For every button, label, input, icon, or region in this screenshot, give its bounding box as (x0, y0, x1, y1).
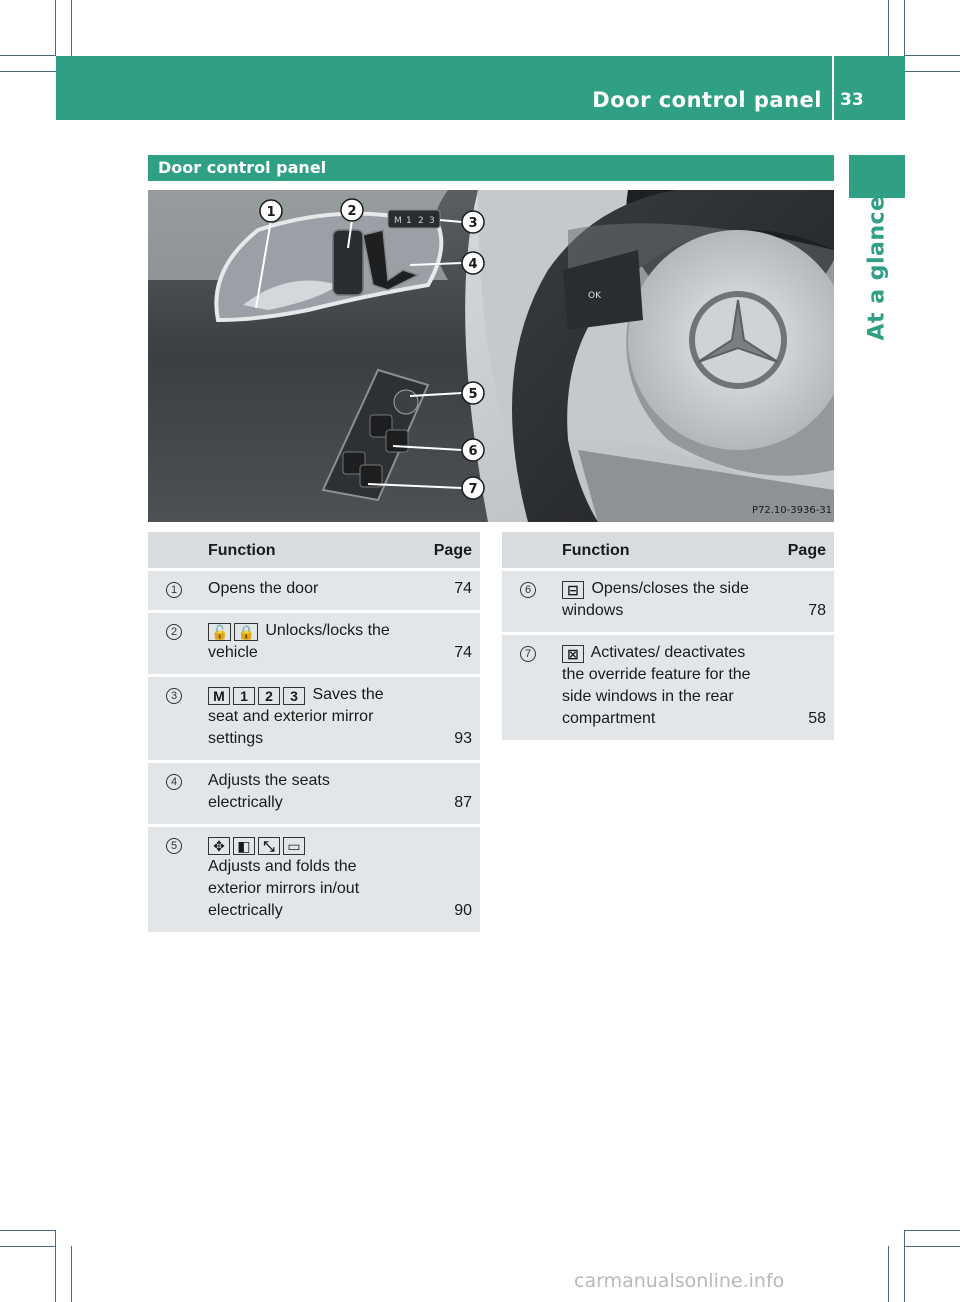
table-row (502, 568, 834, 632)
item-description: Opens the door (208, 580, 319, 597)
item-page: 87 (416, 760, 480, 824)
photo-ok-label: OK (588, 291, 601, 301)
crop-mark (904, 0, 905, 56)
header-divider (832, 56, 834, 120)
memory-3-icon: 3 (283, 687, 305, 705)
window-override-icon: ⊠ (562, 645, 584, 663)
item-number: 3 (166, 688, 182, 704)
table-row (148, 760, 480, 824)
table-header-blank (148, 532, 200, 568)
item-description: Saves the seat and exterior mirror settings (208, 686, 384, 747)
function-table-right (502, 532, 834, 740)
item-page: 90 (416, 824, 480, 932)
table-row (148, 674, 480, 760)
item-number: 1 (166, 582, 182, 598)
fold-mirror-icon: ⤡ (258, 837, 280, 855)
item-description: Unlocks/locks the vehicle (208, 622, 390, 661)
photo-memory-label: 3 (429, 216, 435, 226)
table-header-page: Page (416, 532, 480, 568)
item-page: 58 (770, 632, 834, 740)
table-header-page: Page (770, 532, 834, 568)
crop-mark (905, 71, 960, 72)
door-control-panel-photo (148, 190, 834, 522)
left-mirror-icon: ◧ (233, 837, 255, 855)
side-tab-label: At a glance (864, 195, 890, 341)
crop-mark (0, 71, 56, 72)
item-number: 7 (520, 646, 536, 662)
item-description: Activates/ deactivates the override feature for the side windows in the rear compartment (562, 644, 751, 727)
page-header-title: Door control panel (592, 88, 822, 112)
crop-mark (904, 1230, 905, 1302)
callout-5: 5 (468, 387, 478, 402)
table-row (148, 824, 480, 932)
table-header-blank (502, 532, 554, 568)
watermark: carmanualsonline.info (574, 1270, 785, 1292)
crop-mark (55, 0, 56, 56)
crop-mark (0, 1230, 56, 1231)
crop-mark (905, 1230, 960, 1231)
crop-mark (905, 1246, 960, 1247)
item-page: 74 (416, 610, 480, 674)
table-row (502, 632, 834, 740)
side-tab-marker (849, 155, 905, 198)
crop-mark (888, 1246, 889, 1302)
item-description: Adjusts the seats electrically (208, 772, 330, 811)
crop-mark (888, 0, 889, 56)
section-title: Door control panel (148, 155, 834, 181)
item-description: Opens/closes the side windows (562, 580, 749, 619)
item-number: 5 (166, 838, 182, 854)
callout-3: 3 (468, 216, 478, 231)
crop-mark (55, 1230, 56, 1302)
memory-m-icon: M (208, 687, 230, 705)
item-number: 6 (520, 582, 536, 598)
callout-4: 4 (468, 257, 478, 272)
crop-mark (71, 1246, 72, 1302)
crop-mark (905, 55, 960, 56)
function-table-left (148, 532, 480, 932)
item-page: 74 (416, 568, 480, 610)
window-switch-icon: ⊟ (562, 581, 584, 599)
callout-6: 6 (468, 444, 478, 459)
callout-2: 2 (347, 204, 357, 219)
lock-icon: 🔒 (234, 623, 257, 641)
right-mirror-icon: ▭ (283, 837, 305, 855)
photo-memory-label: 2 (418, 216, 424, 226)
table-row (148, 568, 480, 610)
mirror-adjust-icon: ✥ (208, 837, 230, 855)
callout-7: 7 (468, 482, 478, 497)
callout-1: 1 (266, 205, 276, 220)
table-row (148, 610, 480, 674)
item-description: Adjusts and folds the exterior mirrors in/out electrically (208, 858, 360, 919)
page-number: 33 (840, 90, 864, 110)
item-number: 4 (166, 774, 182, 790)
item-page: 78 (770, 568, 834, 632)
crop-mark (0, 1246, 56, 1247)
item-number: 2 (166, 624, 182, 640)
crop-mark (71, 0, 72, 56)
photo-code: P72.10-3936-31 (752, 505, 833, 516)
table-header-function: Function (200, 532, 416, 568)
table-header-function: Function (554, 532, 770, 568)
memory-1-icon: 1 (233, 687, 255, 705)
crop-mark (0, 55, 56, 56)
photo-memory-label: M (394, 216, 402, 226)
memory-2-icon: 2 (258, 687, 280, 705)
unlock-icon: 🔓 (208, 623, 231, 641)
photo-memory-label: 1 (406, 216, 412, 226)
item-page: 93 (416, 674, 480, 760)
